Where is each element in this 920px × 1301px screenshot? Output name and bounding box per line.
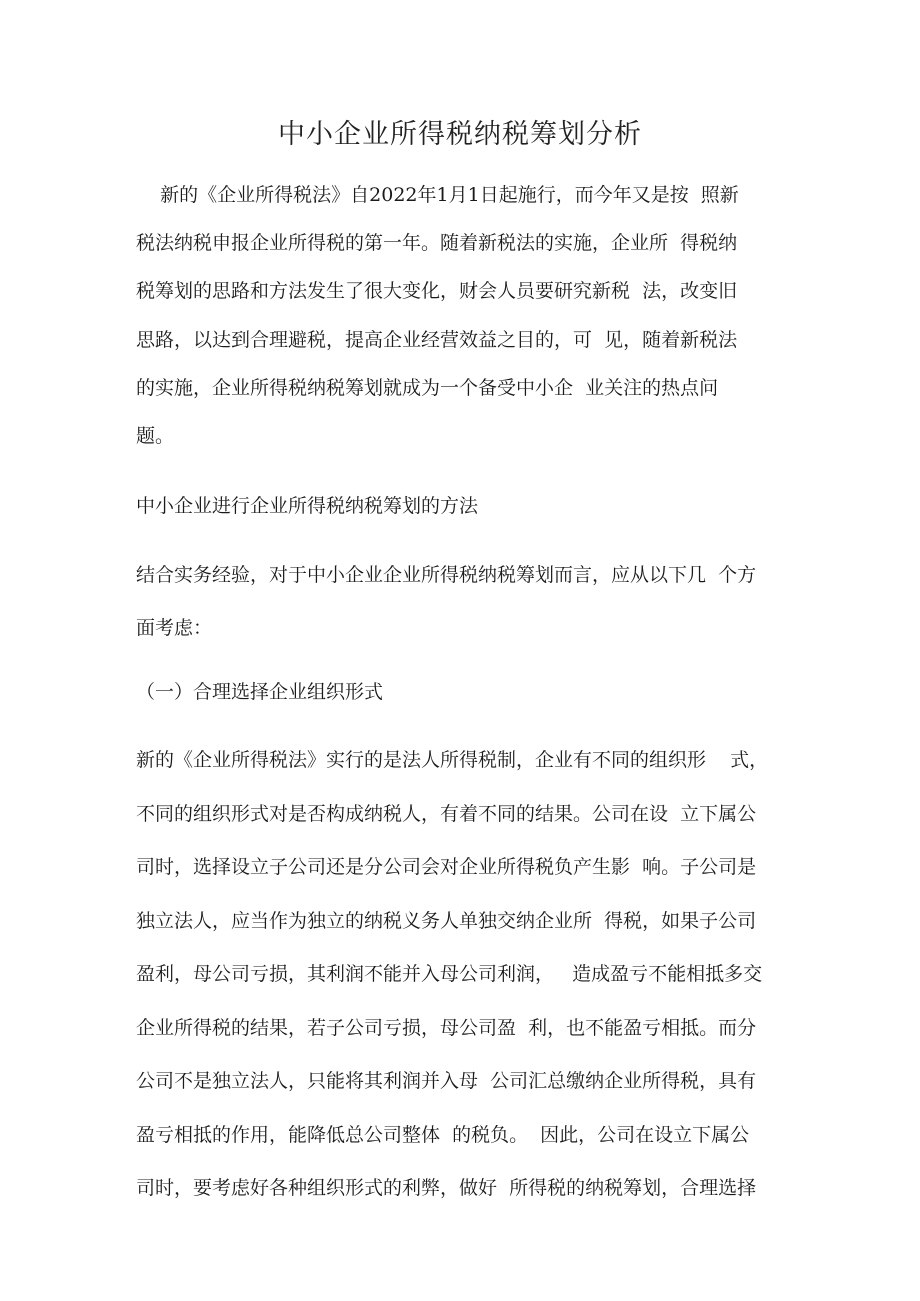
paragraph-line: 税法纳税申报企业所得税的第一年。随着新税法的实施，企业所 得税纳 (136, 232, 738, 255)
paragraph-line: 独立法人，应当作为独立的纳税义务人单独交纳企业所 得税，如果子公司 (136, 909, 757, 932)
document-title: 中小企业所得税纳税筹划分析 (278, 119, 642, 150)
organization-form-paragraph (136, 748, 786, 1230)
paragraph-line: 司时，选择设立子公司还是分公司会对企业所得税负产生影 响。子公司是 (136, 856, 757, 878)
paragraph-line: 新的《企业所得税法》自2022年1月1日起施行，而今年又是按 照新 (136, 184, 739, 206)
subsection-heading-text: （一）合理选择企业组织形式 (136, 681, 384, 703)
section-heading-text: 中小企业进行企业所得税纳税筹划的方法 (136, 495, 479, 517)
paragraph-line: 面考虑： (136, 617, 213, 639)
paragraph-line: 税筹划的思路和方法发生了很大变化，财会人员要研究新税 法，改变旧 (136, 280, 738, 303)
methods-paragraph (136, 563, 786, 669)
paragraph-line: 新的《企业所得税法》实行的是法人所得税制，企业有不同的组织形 式， (136, 749, 769, 771)
paragraph-line: 司时，要考虑好各种组织形式的利弊，做好 所得税的纳税筹划，合理选择 (136, 1177, 757, 1199)
paragraph-line: 结合实务经验，对于中小企业企业所得税纳税筹划而言，应从以下几 个方 (136, 564, 757, 586)
intro-paragraph (136, 183, 786, 472)
paragraph-line: 公司不是独立法人，只能将其利润并入母 公司汇总缴纳企业所得税，具有 (136, 1070, 757, 1092)
paragraph-line: 思路，以达到合理避税，提高企业经营效益之目的，可 见，随着新税法 (136, 328, 738, 351)
paragraph-line: 的实施，企业所得税纳税筹划就成为一个备受中小企 业关注的热点问 (136, 376, 719, 399)
section-heading (136, 494, 786, 518)
paragraph-line: 盈利，母公司亏损，其利润不能并入母公司利润， 造成盈亏不能相抵多交 (136, 963, 763, 985)
paragraph-line: 题。 (136, 424, 175, 447)
paragraph-line: 不同的组织形式对是否构成纳税人，有着不同的结果。公司在设 立下属公 (136, 802, 757, 825)
subsection-heading (136, 680, 786, 704)
paragraph-line: 盈亏相抵的作用，能降低总公司整体 的税负。 因此，公司在设立下属公 (136, 1123, 750, 1146)
paragraph-line: 企业所得税的结果，若子公司亏损，母公司盈 利，也不能盈亏相抵。而分 (136, 1016, 757, 1039)
